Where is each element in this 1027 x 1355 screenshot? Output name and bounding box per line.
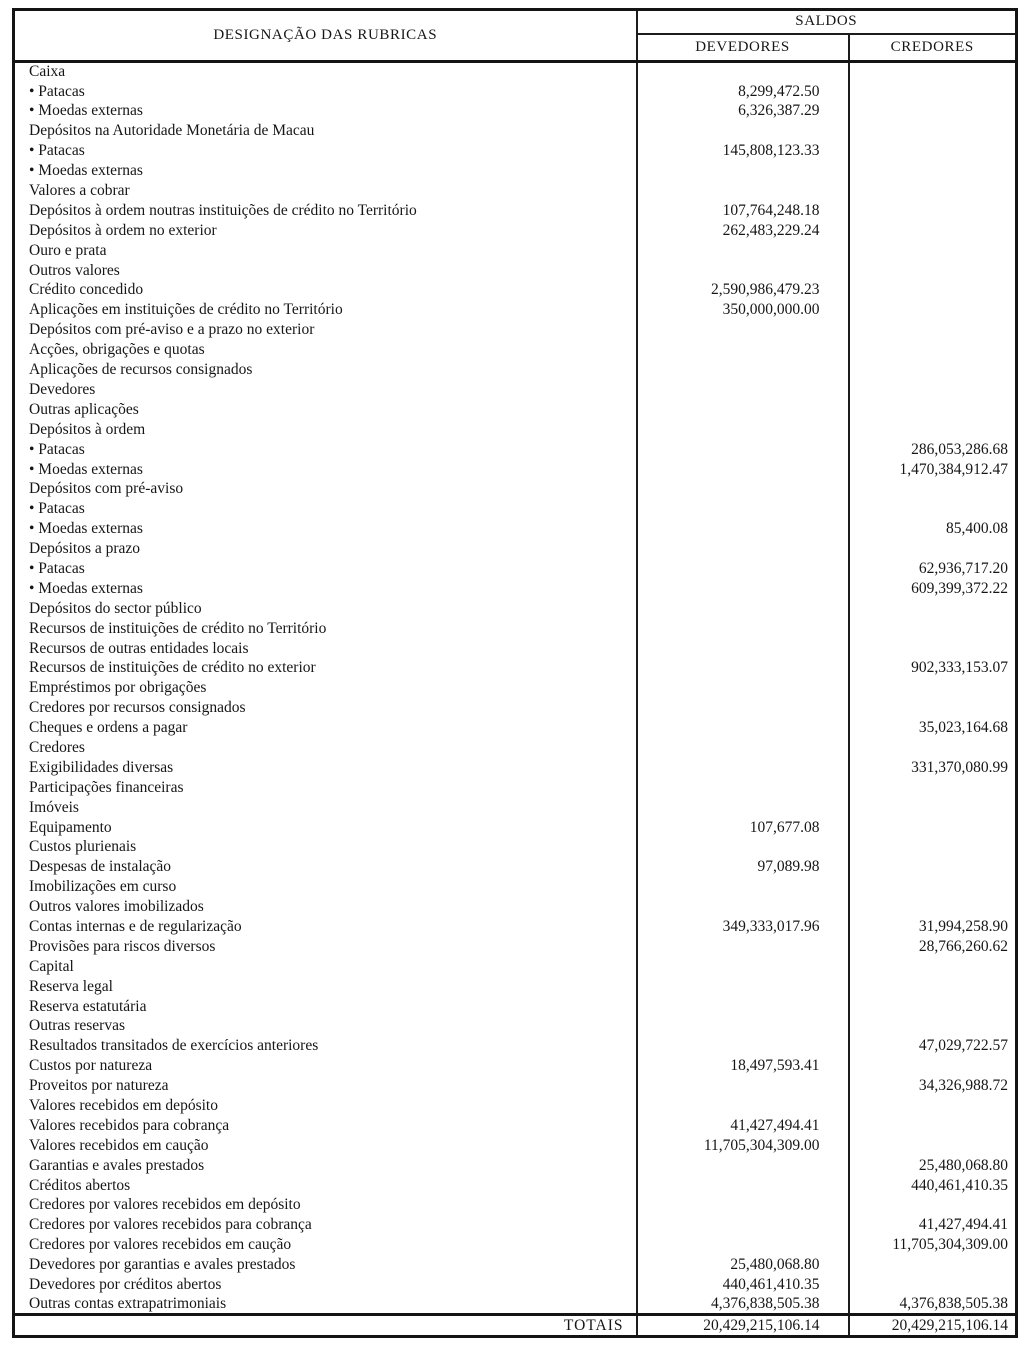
table-row bbox=[14, 300, 1017, 320]
devedores-value bbox=[637, 400, 849, 420]
table-row bbox=[14, 638, 1017, 658]
devedores-value: 145,808,123.33 bbox=[637, 141, 849, 161]
credores-value: 35,023,164.68 bbox=[918, 719, 1009, 737]
credores-value bbox=[849, 280, 1017, 300]
credores-value: 1,470,384,912.47 bbox=[899, 460, 1009, 478]
table-row bbox=[14, 1136, 1017, 1156]
rubrica-label: Depósitos na Autoridade Monetária de Macau bbox=[14, 121, 637, 141]
devedores-value: 8,299,472.50 bbox=[637, 81, 849, 101]
credores-value bbox=[849, 837, 1017, 857]
devedores-value: 4,376,838,505.38 bbox=[637, 1295, 849, 1315]
credores-value bbox=[849, 539, 1017, 559]
rubrica-label: Provisões para riscos diversos bbox=[14, 937, 637, 957]
table-row bbox=[14, 797, 1017, 817]
devedores-value bbox=[637, 996, 849, 1016]
credores-value: 62,936,717.20 bbox=[918, 559, 1009, 577]
table-row bbox=[14, 201, 1017, 221]
rubrica-label: Imóveis bbox=[14, 797, 637, 817]
table-row bbox=[14, 121, 1017, 141]
table-row bbox=[14, 1195, 1017, 1215]
rubrica-label: Devedores por créditos abertos bbox=[14, 1275, 637, 1295]
credores-value bbox=[849, 300, 1017, 320]
credores-value: 34,326,988.72 bbox=[918, 1077, 1009, 1095]
rubrica-label: Credores bbox=[14, 738, 637, 758]
credores-value: 28,766,260.62 bbox=[918, 937, 1009, 955]
credores-value bbox=[849, 976, 1017, 996]
table-row bbox=[14, 1016, 1017, 1036]
devedores-value bbox=[637, 599, 849, 619]
rubrica-label: Despesas de instalação bbox=[14, 857, 637, 877]
table-row bbox=[14, 599, 1017, 619]
credores-value bbox=[849, 678, 1017, 698]
devedores-value: 440,461,410.35 bbox=[637, 1275, 849, 1295]
devedores-value bbox=[637, 519, 849, 539]
table-row bbox=[14, 459, 1017, 479]
devedores-value bbox=[637, 698, 849, 718]
table-row bbox=[14, 1235, 1017, 1255]
credores-value: 902,333,153.07 bbox=[911, 659, 1009, 677]
rubrica-label: Resultados transitados de exercícios anteriores bbox=[14, 1036, 637, 1056]
rubrica-label: Devedores por garantias e avales prestados bbox=[14, 1255, 637, 1275]
credores-value: 11,705,304,309.00 bbox=[892, 1236, 1009, 1254]
rubrica-label: Outras aplicações bbox=[14, 400, 637, 420]
rubrica-label: Valores recebidos em caução bbox=[14, 1136, 637, 1156]
devedores-value: 25,480,068.80 bbox=[637, 1255, 849, 1275]
rubrica-label: Outros valores imobilizados bbox=[14, 897, 637, 917]
rubrica-label: Depósitos a prazo bbox=[14, 539, 637, 559]
table-row bbox=[14, 718, 1017, 738]
devedores-value bbox=[637, 718, 849, 738]
column-header-saldos: SALDOS bbox=[637, 10, 1017, 34]
table-row bbox=[14, 917, 1017, 937]
devedores-value bbox=[637, 758, 849, 778]
credores-value bbox=[849, 340, 1017, 360]
rubrica-label: Custos por natureza bbox=[14, 1056, 637, 1076]
credores-value bbox=[849, 81, 1017, 101]
table-row bbox=[14, 420, 1017, 440]
credores-value bbox=[849, 1136, 1017, 1156]
table-row bbox=[14, 360, 1017, 380]
table-row bbox=[14, 101, 1017, 121]
table-row bbox=[14, 579, 1017, 599]
rubrica-label: Participações financeiras bbox=[14, 778, 637, 798]
credores-value bbox=[849, 380, 1017, 400]
table-row bbox=[14, 817, 1017, 837]
credores-value bbox=[849, 797, 1017, 817]
credores-value: 47,029,722.57 bbox=[918, 1037, 1009, 1055]
devedores-value bbox=[637, 499, 849, 519]
credores-value: 41,427,494.41 bbox=[918, 1216, 1009, 1234]
credores-value bbox=[849, 420, 1017, 440]
rubrica-label: Aplicações em instituições de crédito no Território bbox=[14, 300, 637, 320]
credores-value bbox=[849, 62, 1017, 82]
credores-value bbox=[849, 121, 1017, 141]
devedores-value bbox=[637, 260, 849, 280]
credores-value: 25,480,068.80 bbox=[918, 1156, 1009, 1174]
rubrica-label: Credores por valores recebidos para cobrança bbox=[14, 1215, 637, 1235]
rubrica-label: Recursos de outras entidades locais bbox=[14, 638, 637, 658]
rubrica-label: • Moedas externas bbox=[14, 161, 637, 181]
table-row bbox=[14, 957, 1017, 977]
table-row bbox=[14, 1096, 1017, 1116]
table-row bbox=[14, 280, 1017, 300]
table-row bbox=[14, 976, 1017, 996]
balance-sheet-page bbox=[12, 8, 1015, 1338]
table-row bbox=[14, 1056, 1017, 1076]
table-row bbox=[14, 439, 1017, 459]
devedores-value: 349,333,017.96 bbox=[637, 917, 849, 937]
devedores-value bbox=[637, 1016, 849, 1036]
credores-value bbox=[849, 241, 1017, 261]
devedores-value bbox=[637, 937, 849, 957]
credores-value: 440,461,410.35 bbox=[911, 1176, 1009, 1194]
table-row bbox=[14, 837, 1017, 857]
credores-value bbox=[849, 877, 1017, 897]
rubrica-label: Empréstimos por obrigações bbox=[14, 678, 637, 698]
table-row bbox=[14, 559, 1017, 579]
table-row bbox=[14, 400, 1017, 420]
rubrica-label: • Patacas bbox=[14, 81, 637, 101]
table-row bbox=[14, 738, 1017, 758]
credores-value bbox=[849, 1016, 1017, 1036]
devedores-value bbox=[637, 638, 849, 658]
totals-devedores-value: 20,429,215,106.14 bbox=[637, 1315, 849, 1337]
table-row bbox=[14, 857, 1017, 877]
devedores-value bbox=[637, 897, 849, 917]
credores-value bbox=[849, 1195, 1017, 1215]
credores-value bbox=[849, 161, 1017, 181]
devedores-value bbox=[637, 738, 849, 758]
credores-value: 609,399,372.22 bbox=[911, 579, 1009, 597]
devedores-value bbox=[637, 1096, 849, 1116]
table-row bbox=[14, 996, 1017, 1016]
table-row bbox=[14, 62, 1017, 82]
devedores-value: 6,326,387.29 bbox=[637, 101, 849, 121]
devedores-value bbox=[637, 1175, 849, 1195]
credores-value bbox=[849, 360, 1017, 380]
devedores-value bbox=[637, 420, 849, 440]
rubrica-label: • Patacas bbox=[14, 499, 637, 519]
devedores-value bbox=[637, 579, 849, 599]
credores-value bbox=[849, 1056, 1017, 1076]
devedores-value bbox=[637, 539, 849, 559]
devedores-value bbox=[637, 439, 849, 459]
rubrica-label: • Moedas externas bbox=[14, 459, 637, 479]
devedores-value bbox=[637, 479, 849, 499]
rubrica-label: Reserva estatutária bbox=[14, 996, 637, 1016]
credores-value bbox=[849, 260, 1017, 280]
credores-value bbox=[849, 778, 1017, 798]
credores-value bbox=[849, 1255, 1017, 1275]
credores-value: 31,994,258.90 bbox=[918, 917, 1009, 935]
rubrica-label: Outros valores bbox=[14, 260, 637, 280]
credores-value: 286,053,286.68 bbox=[911, 440, 1009, 458]
credores-value bbox=[849, 221, 1017, 241]
devedores-value bbox=[637, 1076, 849, 1096]
table-body bbox=[14, 62, 1017, 1315]
credores-value: 331,370,080.99 bbox=[911, 758, 1009, 776]
rubrica-label: Valores recebidos em depósito bbox=[14, 1096, 637, 1116]
devedores-value: 18,497,593.41 bbox=[637, 1056, 849, 1076]
credores-value bbox=[849, 1116, 1017, 1136]
devedores-value: 11,705,304,309.00 bbox=[637, 1136, 849, 1156]
rubrica-label: Devedores bbox=[14, 380, 637, 400]
table-row bbox=[14, 1116, 1017, 1136]
rubrica-label: Proveitos por natureza bbox=[14, 1076, 637, 1096]
devedores-value bbox=[637, 62, 849, 82]
rubrica-label: Aplicações de recursos consignados bbox=[14, 360, 637, 380]
table-row bbox=[14, 698, 1017, 718]
rubrica-label: Valores a cobrar bbox=[14, 181, 637, 201]
table-row bbox=[14, 678, 1017, 698]
rubrica-label: • Moedas externas bbox=[14, 519, 637, 539]
credores-value: 4,376,838,505.38 bbox=[899, 1295, 1009, 1313]
table-row bbox=[14, 1175, 1017, 1195]
rubrica-label: Exigibilidades diversas bbox=[14, 758, 637, 778]
rubrica-label: Capital bbox=[14, 957, 637, 977]
credores-value bbox=[849, 957, 1017, 977]
table-row bbox=[14, 181, 1017, 201]
credores-value bbox=[849, 638, 1017, 658]
rubrica-label: Recursos de instituições de crédito no Território bbox=[14, 618, 637, 638]
rubrica-label: • Moedas externas bbox=[14, 101, 637, 121]
table-row bbox=[14, 1255, 1017, 1275]
table-row bbox=[14, 141, 1017, 161]
devedores-value: 97,089.98 bbox=[637, 857, 849, 877]
devedores-value bbox=[637, 797, 849, 817]
devedores-value: 2,590,986,479.23 bbox=[637, 280, 849, 300]
table-row bbox=[14, 320, 1017, 340]
credores-value: 85,400.08 bbox=[946, 520, 1009, 538]
rubrica-label: Cheques e ordens a pagar bbox=[14, 718, 637, 738]
credores-value bbox=[849, 1275, 1017, 1295]
table-row bbox=[14, 221, 1017, 241]
totals-credores-value: 20,429,215,106.14 bbox=[891, 1316, 1009, 1334]
devedores-value bbox=[637, 778, 849, 798]
devedores-value bbox=[637, 360, 849, 380]
rubrica-label: Depósitos à ordem bbox=[14, 420, 637, 440]
devedores-value bbox=[637, 1215, 849, 1235]
totals-label: TOTAIS bbox=[14, 1315, 637, 1337]
rubrica-label: Depósitos à ordem noutras instituições de crédito no Território bbox=[14, 201, 637, 221]
devedores-value bbox=[637, 1155, 849, 1175]
table-row bbox=[14, 1076, 1017, 1096]
rubrica-label: Contas internas e de regularização bbox=[14, 917, 637, 937]
devedores-value bbox=[637, 161, 849, 181]
rubrica-label: • Patacas bbox=[14, 559, 637, 579]
devedores-value bbox=[637, 1195, 849, 1215]
devedores-value: 107,764,248.18 bbox=[637, 201, 849, 221]
devedores-value bbox=[637, 658, 849, 678]
table-row bbox=[14, 1215, 1017, 1235]
devedores-value bbox=[637, 957, 849, 977]
credores-value bbox=[849, 817, 1017, 837]
rubrica-label: Custos plurienais bbox=[14, 837, 637, 857]
table-row bbox=[14, 658, 1017, 678]
column-header-rubricas: DESIGNAÇÃO DAS RUBRICAS bbox=[14, 10, 637, 62]
credores-value bbox=[849, 1096, 1017, 1116]
devedores-value bbox=[637, 459, 849, 479]
rubrica-label: Credores por recursos consignados bbox=[14, 698, 637, 718]
rubrica-label: Depósitos com pré-aviso e a prazo no exterior bbox=[14, 320, 637, 340]
rubrica-label: Reserva legal bbox=[14, 976, 637, 996]
devedores-value bbox=[637, 618, 849, 638]
table-row bbox=[14, 877, 1017, 897]
column-header-credores: CREDORES bbox=[890, 38, 974, 55]
devedores-value bbox=[637, 877, 849, 897]
column-header-devedores: DEVEDORES bbox=[637, 34, 849, 62]
table-header bbox=[14, 10, 1017, 62]
credores-value bbox=[849, 181, 1017, 201]
devedores-value bbox=[637, 320, 849, 340]
devedores-value: 41,427,494.41 bbox=[637, 1116, 849, 1136]
table-row bbox=[14, 1275, 1017, 1295]
rubrica-label: • Moedas externas bbox=[14, 579, 637, 599]
table-row bbox=[14, 340, 1017, 360]
table-row bbox=[14, 81, 1017, 101]
credores-value bbox=[849, 499, 1017, 519]
rubrica-label: Créditos abertos bbox=[14, 1175, 637, 1195]
devedores-value: 350,000,000.00 bbox=[637, 300, 849, 320]
credores-value bbox=[849, 479, 1017, 499]
devedores-value bbox=[637, 837, 849, 857]
devedores-value bbox=[637, 121, 849, 141]
table-row bbox=[14, 1036, 1017, 1056]
table-row bbox=[14, 758, 1017, 778]
credores-value bbox=[849, 201, 1017, 221]
rubrica-label: Garantias e avales prestados bbox=[14, 1155, 637, 1175]
devedores-value bbox=[637, 1036, 849, 1056]
table-row bbox=[14, 539, 1017, 559]
credores-value bbox=[849, 101, 1017, 121]
devedores-value bbox=[637, 1235, 849, 1255]
rubrica-label: Ouro e prata bbox=[14, 241, 637, 261]
devedores-value bbox=[637, 559, 849, 579]
rubrica-label: Recursos de instituições de crédito no exterior bbox=[14, 658, 637, 678]
credores-value bbox=[849, 996, 1017, 1016]
credores-value bbox=[849, 141, 1017, 161]
rubrica-label: Credores por valores recebidos em caução bbox=[14, 1235, 637, 1255]
credores-value bbox=[849, 400, 1017, 420]
rubrica-label: Imobilizações em curso bbox=[14, 877, 637, 897]
devedores-value bbox=[637, 380, 849, 400]
table-row bbox=[14, 380, 1017, 400]
table-row bbox=[14, 937, 1017, 957]
balance-table bbox=[12, 8, 1018, 1338]
rubrica-label: Outras reservas bbox=[14, 1016, 637, 1036]
rubrica-label: Valores recebidos para cobrança bbox=[14, 1116, 637, 1136]
table-row bbox=[14, 241, 1017, 261]
table-row bbox=[14, 161, 1017, 181]
rubrica-label: Depósitos com pré-aviso bbox=[14, 479, 637, 499]
credores-value bbox=[849, 599, 1017, 619]
table-row bbox=[14, 479, 1017, 499]
devedores-value bbox=[637, 241, 849, 261]
rubrica-label: • Patacas bbox=[14, 439, 637, 459]
credores-value bbox=[849, 698, 1017, 718]
credores-value bbox=[849, 897, 1017, 917]
devedores-value bbox=[637, 976, 849, 996]
rubrica-label: • Patacas bbox=[14, 141, 637, 161]
credores-value bbox=[849, 738, 1017, 758]
rubrica-label: Depósitos do sector público bbox=[14, 599, 637, 619]
table-row bbox=[14, 519, 1017, 539]
rubrica-label: Outras contas extrapatrimoniais bbox=[14, 1295, 637, 1315]
credores-value bbox=[849, 320, 1017, 340]
table-row bbox=[14, 499, 1017, 519]
rubrica-label: Acções, obrigações e quotas bbox=[14, 340, 637, 360]
devedores-value bbox=[637, 678, 849, 698]
rubrica-label: Caixa bbox=[14, 62, 637, 82]
table-row bbox=[14, 618, 1017, 638]
rubrica-label: Crédito concedido bbox=[14, 280, 637, 300]
devedores-value bbox=[637, 181, 849, 201]
totals-row bbox=[14, 1315, 1017, 1337]
devedores-value: 262,483,229.24 bbox=[637, 221, 849, 241]
rubrica-label: Depósitos à ordem no exterior bbox=[14, 221, 637, 241]
credores-value bbox=[849, 857, 1017, 877]
devedores-value: 107,677.08 bbox=[637, 817, 849, 837]
credores-value bbox=[849, 618, 1017, 638]
rubrica-label: Equipamento bbox=[14, 817, 637, 837]
devedores-value bbox=[637, 340, 849, 360]
table-row bbox=[14, 260, 1017, 280]
table-row bbox=[14, 778, 1017, 798]
table-row bbox=[14, 1155, 1017, 1175]
table-row bbox=[14, 1295, 1017, 1315]
rubrica-label: Credores por valores recebidos em depósito bbox=[14, 1195, 637, 1215]
table-row bbox=[14, 897, 1017, 917]
